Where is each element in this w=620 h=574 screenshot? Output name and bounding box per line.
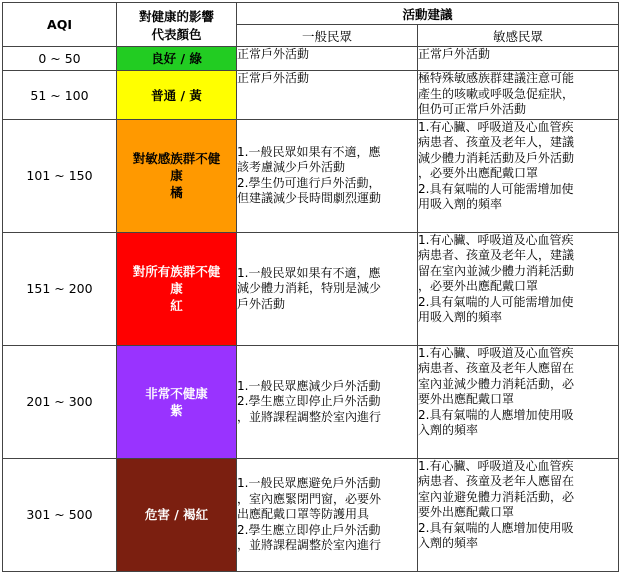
aqi-row <box>3 232 619 345</box>
sensitive-advice-line: 產生的咳嗽或呼吸急促症狀， <box>418 86 575 101</box>
sensitive-advice-line: 要外出應配戴口罩 <box>418 505 515 520</box>
sensitive-advice-line: 2.具有氣喘的人可能需增加使 <box>418 294 574 309</box>
general-advice-cell <box>237 232 418 345</box>
general-advice-line: 2.學生仍可進行戶外活動， <box>237 175 381 190</box>
sensitive-advice-line: 2.具有氣喘的人應增加使用吸 <box>418 407 574 422</box>
sensitive-advice-line: ，必要外出應配戴口罩 <box>418 279 539 294</box>
health-level-text: 橘 <box>170 185 183 201</box>
health-level-text: 非常不健康 <box>145 385 208 401</box>
sensitive-advice-line: 減少體力消耗活動及戶外活動 <box>418 150 575 165</box>
general-advice-line: 2.學生應立即停止戶外活動 <box>237 394 381 409</box>
health-level-text: 危害 / 褐紅 <box>144 507 209 523</box>
general-advice-line: 但建議減少長時間劇烈運動 <box>237 191 382 206</box>
health-level-text: 普通 / 黃 <box>151 87 202 103</box>
general-advice-cell <box>237 345 418 458</box>
aqi-row <box>3 47 619 71</box>
health-level-text: 紅 <box>170 298 183 314</box>
general-advice-line: 1.一般民眾如果有不適，應 <box>237 265 381 280</box>
health-level-text: 紫 <box>170 402 183 418</box>
header-general-public: 一般民眾 <box>237 25 418 47</box>
aqi-row <box>3 458 619 571</box>
general-advice-line: 該考慮減少戶外活動 <box>237 160 346 175</box>
sensitive-advice-line: 要外出應配戴口罩 <box>418 392 515 407</box>
health-level-text: 對所有族群不健 <box>132 264 221 280</box>
health-level-cell <box>117 458 237 571</box>
health-level-text: 康 <box>170 168 183 184</box>
header-health-color-line1: 對健康的影響 <box>138 8 214 24</box>
general-advice-line: 減少體力消耗，特別是減少 <box>237 281 382 296</box>
general-advice-line: ，並將課程調整於室內進行 <box>237 409 382 424</box>
aqi-range-cell: 51 ~ 100 <box>3 71 117 119</box>
health-level-text: 良好 / 綠 <box>151 51 202 67</box>
sensitive-advice-line: 入劑的頻率 <box>418 423 479 438</box>
aqi-row <box>3 71 619 119</box>
health-level-cell <box>117 345 237 458</box>
aqi-range-cell: 0 ~ 50 <box>3 47 117 71</box>
general-advice-cell <box>237 47 418 71</box>
header-advice-group: 活動建議 <box>237 3 619 25</box>
sensitive-advice-line: 正常戶外活動 <box>418 47 491 61</box>
sensitive-advice-line: 用吸入劑的頻率 <box>418 197 503 212</box>
general-advice-line: ，室內應緊閉門窗，必要外 <box>237 491 382 506</box>
general-advice-cell <box>237 119 418 232</box>
general-advice-line: 1.一般民眾應減少戶外活動 <box>237 378 381 393</box>
sensitive-advice-line: 病患者、孩童及老年人應留在 <box>418 361 575 376</box>
health-level-cell <box>117 71 237 119</box>
header-health-color <box>117 3 237 47</box>
sensitive-advice-line: 室內並避免體力消耗活動，必 <box>418 489 575 504</box>
health-level-cell <box>117 232 237 345</box>
general-advice-line: 2.學生應立即停止戶外活動 <box>237 522 381 537</box>
sensitive-advice-line: 1.有心臟、呼吸道及心血管疾 <box>418 232 574 247</box>
sensitive-advice-line: 極特殊敏感族群建議注意可能 <box>418 71 575 86</box>
health-level-text: 對敏感族群不健 <box>132 151 221 167</box>
sensitive-advice-cell <box>418 345 619 458</box>
sensitive-advice-line: 2.具有氣喘的人可能需增加使 <box>418 181 574 196</box>
sensitive-advice-cell <box>418 119 619 232</box>
general-advice-line: 1.一般民眾如果有不適，應 <box>237 144 381 159</box>
general-advice-cell <box>237 458 418 571</box>
sensitive-advice-line: 病患者、孩童及老年人，建議 <box>418 135 575 150</box>
general-advice-line: 正常戶外活動 <box>237 47 310 61</box>
health-level-text: 康 <box>170 281 183 297</box>
aqi-range-cell: 301 ~ 500 <box>3 458 117 571</box>
general-advice-line: 戶外活動 <box>237 296 286 311</box>
header-sensitive-groups: 敏感民眾 <box>418 25 619 47</box>
aqi-row <box>3 119 619 232</box>
sensitive-advice-line: 1.有心臟、呼吸道及心血管疾 <box>418 345 574 360</box>
health-level-cell <box>117 47 237 71</box>
sensitive-advice-line: 用吸入劑的頻率 <box>418 310 503 325</box>
health-level-cell <box>117 119 237 232</box>
sensitive-advice-line: 病患者、孩童及老年人，建議 <box>418 248 575 263</box>
sensitive-advice-cell <box>418 458 619 571</box>
sensitive-advice-line: 1.有心臟、呼吸道及心血管疾 <box>418 119 574 134</box>
sensitive-advice-line: 留在室內並減少體力消耗活動 <box>418 263 575 278</box>
aqi-row <box>3 345 619 458</box>
aqi-table <box>2 2 619 572</box>
sensitive-advice-line: 1.有心臟、呼吸道及心血管疾 <box>418 458 574 473</box>
general-advice-cell <box>237 71 418 119</box>
sensitive-advice-line: ，必要外出應配戴口罩 <box>418 166 539 181</box>
sensitive-advice-line: 但仍可正常戶外活動 <box>418 102 527 117</box>
general-advice-line: 出應配戴口罩等防護用具 <box>237 507 370 522</box>
sensitive-advice-cell <box>418 232 619 345</box>
general-advice-line: 正常戶外活動 <box>237 71 310 86</box>
aqi-range-cell: 151 ~ 200 <box>3 232 117 345</box>
aqi-range-cell: 201 ~ 300 <box>3 345 117 458</box>
aqi-range-cell: 101 ~ 150 <box>3 119 117 232</box>
general-advice-line: 1.一般民眾應避免戶外活動 <box>237 476 381 491</box>
header-health-color-line2: 代表顏色 <box>151 26 202 42</box>
sensitive-advice-cell <box>418 47 619 71</box>
sensitive-advice-line: 室內並減少體力消耗活動，必 <box>418 376 575 391</box>
sensitive-advice-line: 病患者、孩童及老年人應留在 <box>418 474 575 489</box>
sensitive-advice-line: 入劑的頻率 <box>418 536 479 551</box>
sensitive-advice-cell <box>418 71 619 119</box>
sensitive-advice-line: 2.具有氣喘的人應增加使用吸 <box>418 520 574 535</box>
header-aqi: AQI <box>3 3 117 47</box>
general-advice-line: ，並將課程調整於室內進行 <box>237 538 382 553</box>
